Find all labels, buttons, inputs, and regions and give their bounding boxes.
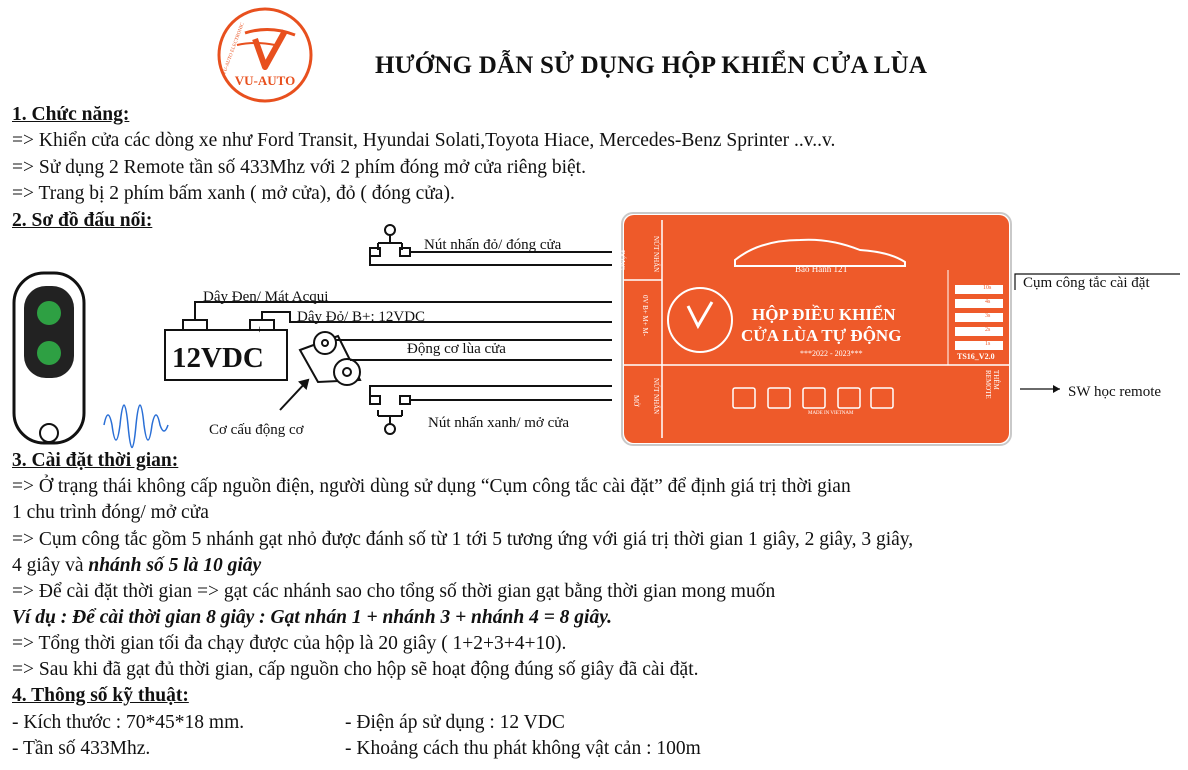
box-made-in: MADE IN VIETNAM — [808, 411, 854, 416]
motor-label: Động cơ lùa cửa — [407, 341, 506, 357]
box-side-open-btn: NÚT NHẤN — [652, 378, 660, 415]
section3-line-7: => Sau khi đã gạt đủ thời gian, cấp nguồn cho hộp sẽ hoạt động đúng số giây đã cài đặt. — [12, 659, 699, 680]
spec-size: - Kích thước : 70*45*18 mm. — [12, 712, 245, 733]
dip-label-1: 10s — [983, 285, 992, 291]
section3-line-5: => Để cài đặt thời gian => gạt các nhánh sao cho tổng số thời gian gạt bằng thời gian mong muốn — [12, 581, 776, 602]
wiring-diagram — [0, 210, 1188, 450]
section3-line-6: => Tổng thời gian tối đa chạy được của hộp là 20 giây ( 1+2+3+4+10). — [12, 633, 567, 654]
box-warranty: Bảo Hành 12T — [795, 264, 848, 274]
dip-label-2: 4s — [985, 299, 991, 305]
box-side-close: ĐÓNG — [618, 250, 626, 271]
section1-line-2: => Sử dụng 2 Remote tần số 433Mhz với 2 phím đóng mở cửa riêng biệt. — [12, 157, 586, 178]
logo-ring-text: VU-AUTO ELECTRONIC — [222, 22, 246, 76]
spec-frequency: - Tần số 433Mhz. — [12, 738, 151, 759]
red-button-label: Nút nhấn đỏ/ đóng cửa — [424, 237, 562, 253]
mechanism-label: Cơ cấu động cơ — [209, 422, 304, 438]
box-side-learn: THÊM REMOTE — [984, 370, 1000, 399]
dip-label-5: 1s — [985, 341, 991, 347]
battery-minus: − — [189, 325, 196, 337]
signal-wave — [104, 405, 168, 448]
spec-voltage: - Điện áp sử dụng : 12 VDC — [345, 712, 565, 733]
box-side-power: 0V B+ M+ M- — [641, 295, 649, 337]
box-line2: CỬA LÙA TỰ ĐỘNG — [741, 326, 902, 345]
spec-range: - Khoảng cách thu phát không vật cản : 100m — [345, 738, 701, 759]
switch-cluster-label: Cụm công tắc cài đặt — [1023, 275, 1150, 291]
box-years: ***2022 - 2023*** — [800, 349, 863, 358]
vu-auto-logo — [215, 5, 315, 105]
section1-line-1: => Khiển cửa các dòng xe như Ford Transit, Hyundai Solati,Toyota Hiace, Mercedes-Benz Sprinter ..v..v. — [12, 130, 836, 151]
motor-mechanism — [280, 332, 360, 410]
logo-text: VU-AUTO — [234, 73, 296, 88]
section3-line-1: => Ở trạng thái không cấp nguồn điện, người dùng sử dụng “Cụm công tắc cài đặt” để định giá trị thời gian — [12, 476, 851, 497]
dip-label-3: 3s — [985, 313, 991, 319]
page-title: HƯỚNG DẪN SỬ DỤNG HỘP KHIỂN CỬA LÙA — [375, 52, 928, 79]
battery-plus: + — [256, 322, 263, 336]
section3-example: Ví dụ : Để cài thời gian 8 giây : Gạt nhán 1 + nhánh 3 + nhánh 4 = 8 giây. — [12, 607, 613, 628]
box-side-close-btn: NÚT NHẤN — [652, 236, 660, 273]
section1-line-3: => Trang bị 2 phím bấm xanh ( mở cửa), đỏ ( đóng cửa). — [12, 183, 455, 204]
box-side-open: MỞ — [632, 395, 640, 407]
sw-learn-label: SW học remote — [1068, 384, 1162, 400]
dip-label-4: 2s — [985, 327, 991, 333]
section3-line-4 — [12, 554, 261, 578]
section1-heading: 1. Chức năng: — [12, 104, 130, 125]
box-line1: HỘP ĐIỀU KHIỂN — [752, 305, 896, 324]
section2-heading: 2. Sơ đồ đấu nối: — [12, 210, 153, 231]
black-wire-label: Dây Đen/ Mát Acqui — [203, 289, 329, 305]
section4-heading: 4. Thông số kỹ thuật: — [12, 685, 189, 706]
section3-line-3: => Cụm công tắc gồm 5 nhánh gạt nhỏ được đánh số từ 1 tới 5 tương ứng với giá trị thời gian 1 giây, 2 giây, 3 giây, — [12, 529, 914, 550]
section3-heading: 3. Cài đặt thời gian: — [12, 450, 179, 471]
section3-line-2: 1 chu trình đóng/ mở cửa — [12, 502, 209, 523]
box-version: TS16_V2.0 — [957, 352, 995, 361]
remote-key-fob — [14, 273, 84, 443]
section3-line-4-bold: nhánh số 5 là 10 giây — [88, 555, 262, 576]
battery-label: 12VDC — [172, 342, 264, 374]
green-button-label: Nút nhấn xanh/ mở cửa — [428, 415, 570, 431]
section3-line-4-plain: 4 giây và — [12, 555, 89, 576]
red-wire-label: Dây Đỏ/ B+: 12VDC — [297, 309, 426, 325]
